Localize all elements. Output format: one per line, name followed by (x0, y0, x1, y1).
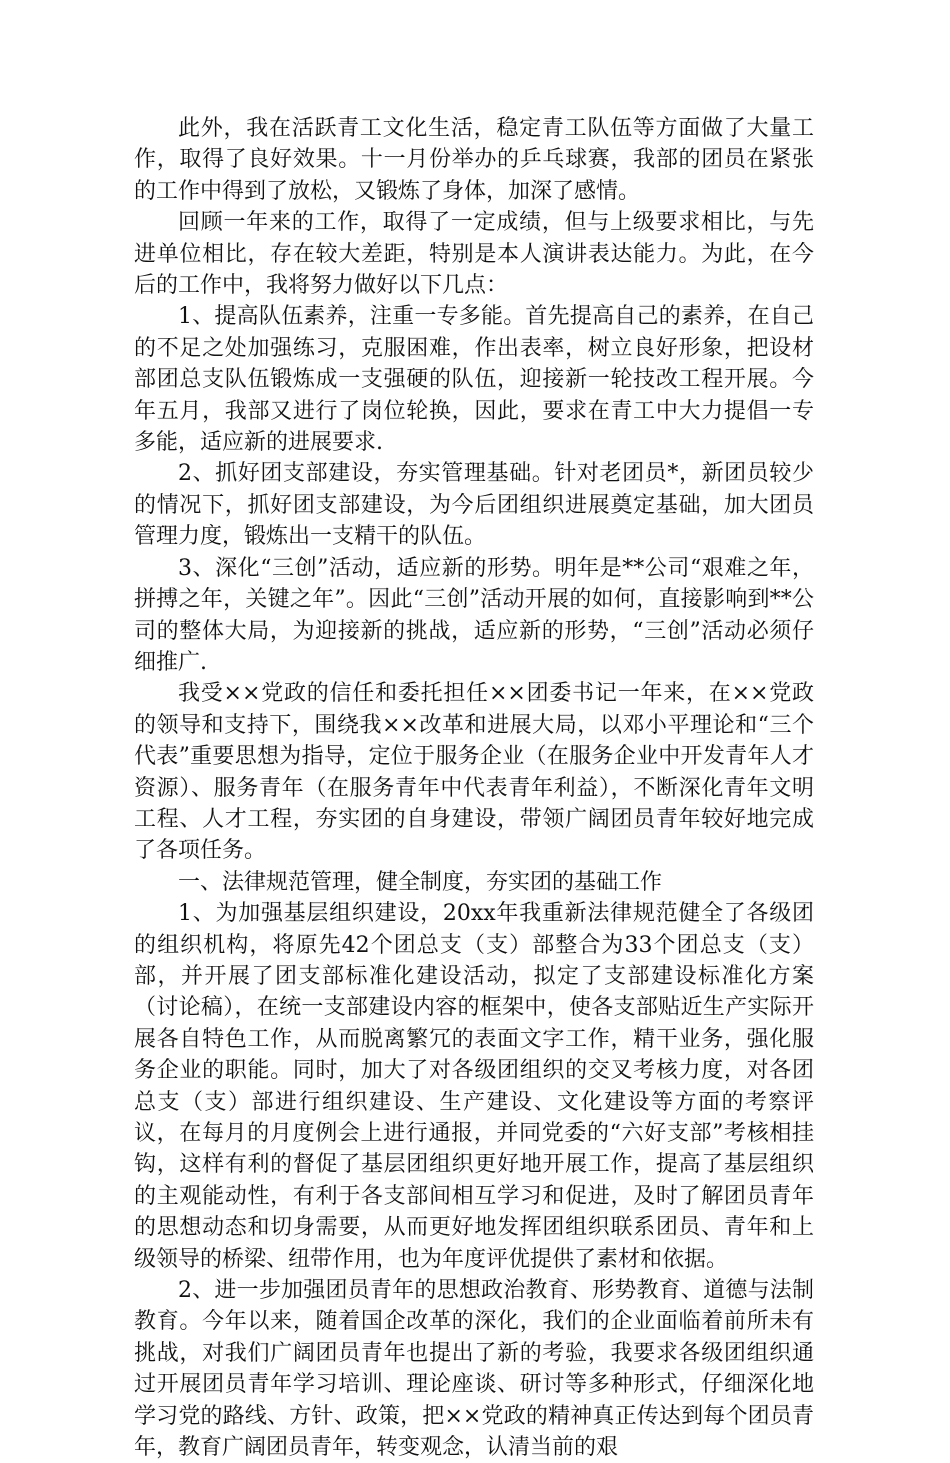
paragraph-review: 回顾一年来的工作，取得了一定成绩，但与上级要求相比，与先进单位相比，存在较大差距，特别是本人演讲表达能力。为此，在今后的工作中，我将努力做好以下几点： (134, 210, 814, 299)
paragraph-section-1-item-2: 2、进一步加强团员青年的思想政治教育、形势教育、道德与法制教育。今年以来，随着国企改革的深化，我们的企业面临着前所未有挑战，对我们广阔团员青年也提出了新的考验，我要求各级团组织通过开展团员青年学习培训、理论座谈、研讨等多种形式，仔细深化地学习党的路线、方针、政策，把××党政的精神真正传达到每个团员青年，教育广阔团员青年，转变观念，认清当前的艰 (134, 1278, 814, 1461)
paragraph-section-1-item-1: 1、为加强基层组织建设，20xx年我重新法律规范健全了各级团的组织机构，将原先42个团总支（支）部整合为33个团总支（支）部，并开展了团支部标准化建设活动，拟定了支部建设标准化方案（讨论稿），在统一支部建设内容的框架中，使各支部贴近生产实际开展各自特色工作，从而脱离繁冗的表面文字工作，精干业务，强化服务企业的职能。同时，加大了对各级团组织的交叉考核力度，对各团总支（支）部进行组织建设、生产建设、文化建设等方面的考察评议，在每月的月度例会上进行通报，并同党委的“六好支部”考核相挂钩，这样有利的督促了基层团组织更好地开展工作，提高了基层组织的主观能动性，有利于各支部间相互学习和促进，及时了解团员青年的思想动态和切身需要，从而更好地发挥团组织联系团员、青年和上级领导的桥梁、纽带作用，也为年度评优提供了素材和依据。 (134, 901, 814, 1272)
paragraph-point-2: 2、抓好团支部建设，夯实管理基础。针对老团员*，新团员较少的情况下，抓好团支部建设，为今后团组织进展奠定基础，加大团员管理力度，锻炼出一支精干的队伍。 (134, 461, 814, 550)
paragraph-point-1: 1、提高队伍素养，注重一专多能。首先提高自己的素养，在自己的不足之处加强练习，克服困难，作出表率，树立良好形象，把设材部团总支队伍锻炼成一支强硬的队伍，迎接新一轮技改工程开展。今年五月，我部又进行了岗位轮换，因此，要求在青工中大力提倡一专多能，适应新的进展要求. (134, 304, 814, 456)
paragraph-activities: 此外，我在活跃青工文化生活，稳定青工队伍等方面做了大量工作，取得了良好效果。十一月份举办的乒乓球赛，我部的团员在紧张的工作中得到了放松，又锻炼了身体，加深了感情。 (134, 116, 814, 204)
section-heading-1: 一、法律规范管理，健全制度，夯实团的基础工作 (178, 869, 663, 895)
paragraph-intro: 我受××党政的信任和委托担任××团委书记一年来，在××党政的领导和支持下，围绕我××改革和进展大局，以邓小平理论和“三个代表”重要思想为指导，定位于服务企业（在服务企业中开发青年人才资源）、服务青年（在服务青年中代表青年利益），不断深化青年文明工程、人才工程，夯实团的自身建设，带领广阔团员青年较好地完成了各项任务。 (134, 681, 814, 864)
paragraph-point-3: 3、深化“三创”活动，适应新的形势。明年是**公司“艰难之年，拼搏之年，关键之年”。因此“三创”活动开展的如何，直接影响到**公司的整体大局，为迎接新的挑战，适应新的形势，“三创”活动必须仔细推广. (134, 555, 814, 675)
document-body (134, 113, 814, 1463)
